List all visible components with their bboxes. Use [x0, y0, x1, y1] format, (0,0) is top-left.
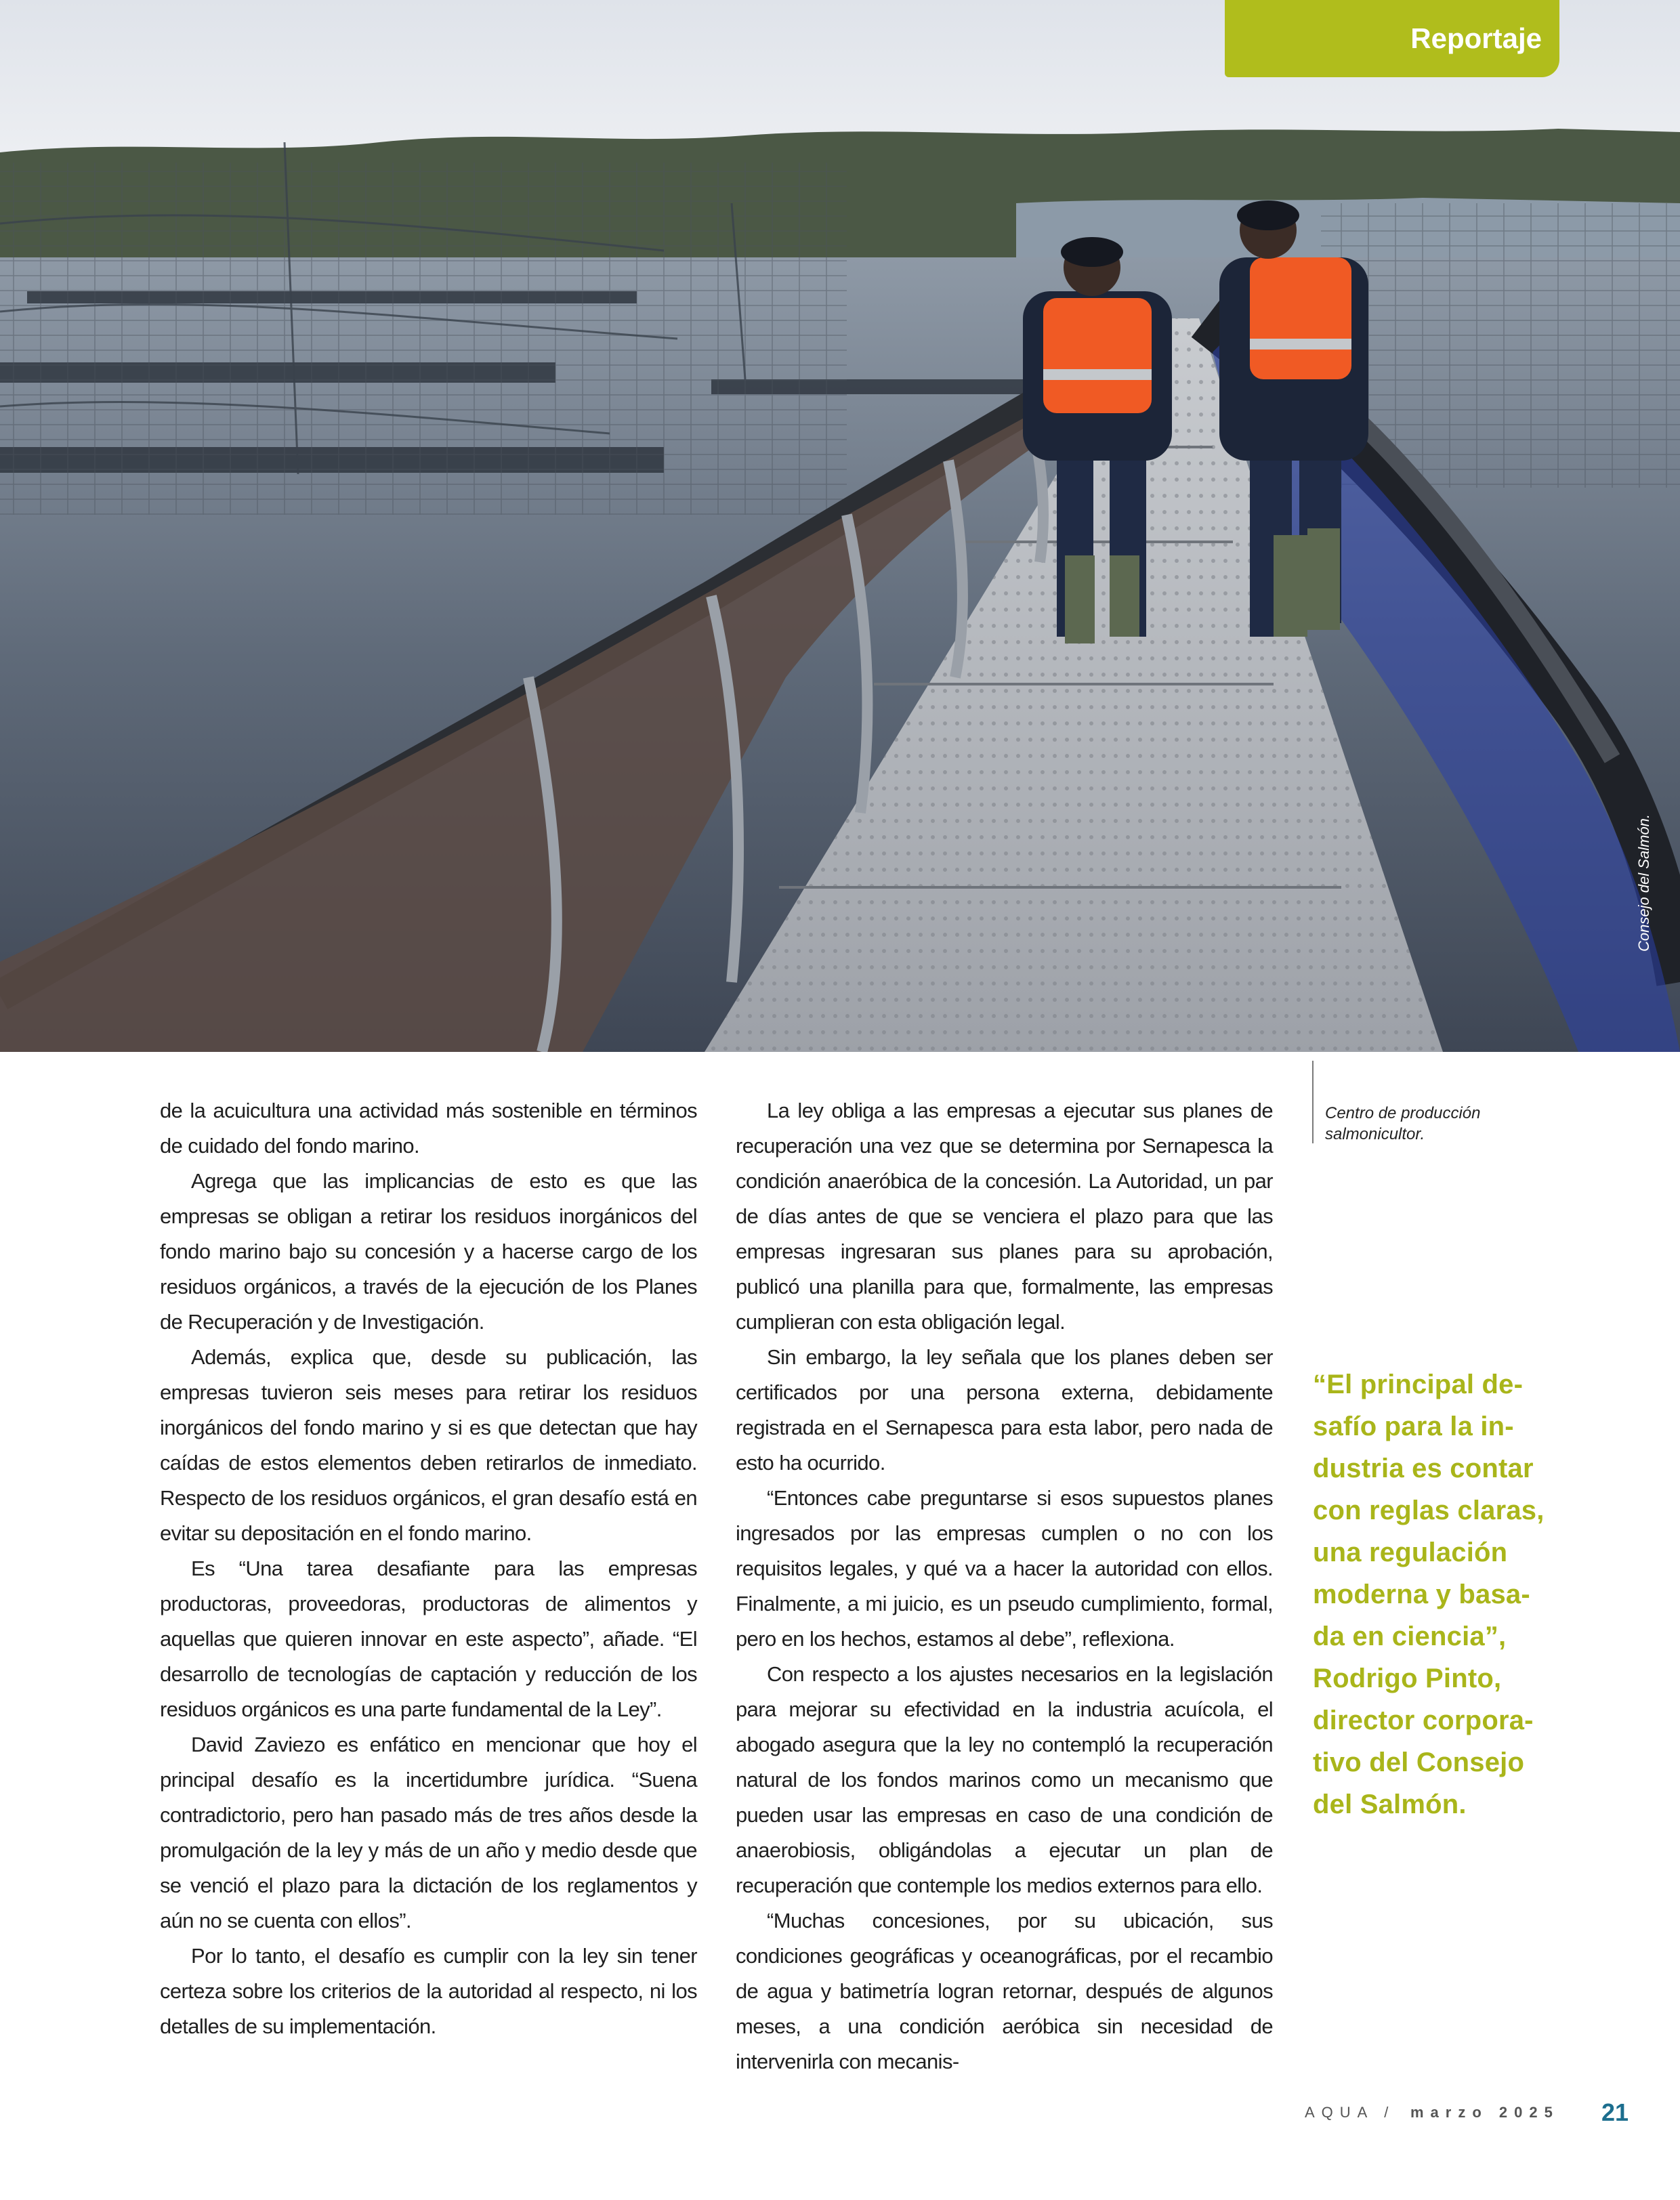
page-footer: [1305, 2098, 1630, 2132]
hero-photo: [0, 0, 1680, 1052]
paragraph: David Zaviezo es enfático en mencionar que hoy el principal desafío es la incertidumbre jurídica. “Suena contradictorio, pero han pasado más de tres años desde la promulgación de la ley y más de un año y medio desde que se venció el plazo para la dictación de los reglamentos y aún no se cuenta con ellos”.: [160, 1733, 697, 1932]
pull-quote-line: del Salmón.: [1313, 1790, 1467, 1819]
pull-quote-line: con reglas claras,: [1313, 1496, 1545, 1525]
article-column-1: [160, 1093, 697, 2044]
paragraph: Por lo tanto, el desafío es cumplir con la ley sin tener certeza sobre los criterios de la autoridad al respecto, ni los detalles de su implementación.: [160, 1944, 697, 2038]
pull-quote-line: “El principal de-: [1313, 1370, 1524, 1399]
section-tab: Reportaje: [1225, 0, 1559, 77]
photo-caption: Centro de producción salmonicultor.: [1325, 1104, 1481, 1143]
paragraph: Con respecto a los ajustes necesarios en la legislación para mejorar su efectividad en la industria acuícola, el abogado asegura que la ley no contempló la recuperación natural de los fondos marinos como un mecanismo que pueden usar las empresas en caso de una condición de anaerobiosis, obligándolas a ejecutar un plan de recuperación que contemple los medios externos para ello.: [736, 1662, 1273, 1897]
paragraph: La ley obliga a las empresas a ejecutar sus planes de recuperación una vez que se determina por Sernapesca la condición anaeróbica de la concesión. La Autoridad, un par de días antes de que se venciera el plazo para que las empresas ingresaran sus planes para su aprobación, publicó una planilla para que, formalmente, las empresas cumplieran con esta obligación legal.: [736, 1099, 1273, 1334]
pull-quote-line: moderna y basa-: [1313, 1580, 1530, 1609]
page-number: 21: [1601, 2098, 1629, 2126]
pull-quote-line: director corpora-: [1313, 1706, 1534, 1735]
pull-quote-line: da en ciencia”,: [1313, 1622, 1507, 1651]
paragraph: de la acuicultura una actividad más sostenible en términos de cuidado del fondo marino.: [160, 1099, 697, 1158]
footer-issue: marzo 2025: [1410, 2104, 1559, 2121]
paragraph: Agrega que las implicancias de esto es que las empresas se obligan a retirar los residuos inorgánicos del fondo marino bajo su concesión y a hacerse cargo de los residuos orgánicos, a través de la ejecución de los Planes de Recuperación y de Investigación.: [160, 1169, 697, 1334]
pull-quote: [1313, 1363, 1597, 1825]
footer-brand-text: AQUA: [1305, 2104, 1374, 2121]
paragraph: Es “Una tarea desafiante para las empresas productoras, proveedoras, productoras de alimentos y aquellas que quieren innovar en este aspecto”, añade. “El desarrollo de tecnologías de captación y reducción de los residuos orgánicos es una parte fundamental de la Ley”.: [160, 1557, 697, 1721]
footer-brand: [1305, 2104, 1395, 2121]
photo-credit: Consejo del Salmón.: [1635, 813, 1652, 952]
pull-quote-line: dustria es contar: [1313, 1454, 1534, 1483]
pull-quote-line: Rodrigo Pinto,: [1313, 1664, 1502, 1693]
salmon-farm-photo: [0, 0, 1680, 1052]
paragraph: “Muchas concesiones, por su ubicación, sus condiciones geográficas y oceanográficas, por el recambio de agua y batimetría logran retornar, después de algunos meses, a una condición aeróbica sin necesidad de intervenirla con mecanis-: [736, 1909, 1273, 2073]
paragraph: “Entonces cabe preguntarse si esos supuestos planes ingresados por las empresas cumplen o no con los requisitos legales, y qué va a hacer la autoridad con ellos. Finalmente, a mi juicio, es un pseudo cumplimiento, formal, pero en los hechos, estamos al debe”, reflexiona.: [736, 1486, 1273, 1651]
article-column-2: [736, 1093, 1273, 2079]
pull-quote-line: una regulación: [1313, 1538, 1508, 1567]
paragraph: Además, explica que, desde su publicación, las empresas tuvieron seis meses para retirar los residuos inorgánicos del fondo marino y si es que detectan que hay caídas de estos elementos deben retirarlos de inmediato. Respecto de los residuos orgánicos, el gran desafío está en evitar su depositación en el fondo marino.: [160, 1345, 697, 1545]
pull-quote-line: tivo del Consejo: [1313, 1748, 1525, 1777]
footer-separator: /: [1384, 2104, 1395, 2121]
paragraph: Sin embargo, la ley señala que los planes deben ser certificados por una persona externa, debidamente registrada en el Sernapesca para esta labor, pero nada de esto ha ocurrido.: [736, 1345, 1273, 1475]
caption-rule: [1312, 1061, 1314, 1143]
pull-quote-line: safío para la in-: [1313, 1412, 1514, 1441]
